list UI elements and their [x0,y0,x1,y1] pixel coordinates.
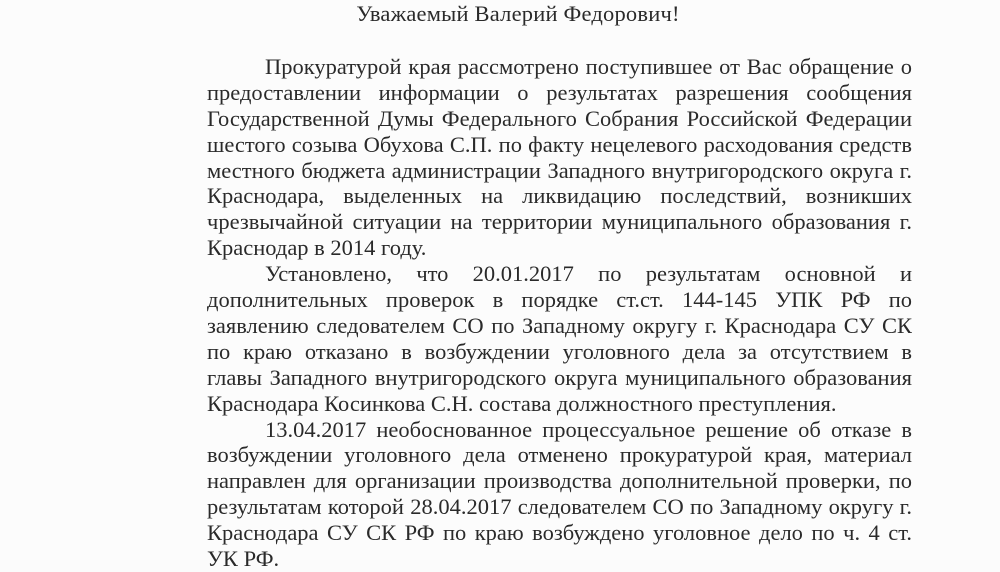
text-line: результатам которой 28.04.2017 следователем СО по Западному округу г. [207,494,912,520]
text-line: 13.04.2017 необоснованное процессуальное решение об отказе в [265,416,912,442]
letter-body [149,54,912,572]
text-line: дополнительных проверок в порядке ст.ст. 144-145 УПК РФ по [207,287,912,313]
text-line: Прокуратурой края рассмотрено поступившее от Вас обращение о [265,54,912,79]
text-line: Государственной Думы Федерального Собрания Российской Федерации [207,105,912,131]
salutation: Уважаемый Валерий Федорович! [356,1,680,26]
text-line: предоставлении информации о результатах разрешения сообщения [207,79,912,105]
paragraph-1 [149,54,912,261]
text-line: заявлению следователем СО по Западному округу г. Краснодара СУ СК [207,312,912,338]
paragraph-3 [149,417,912,572]
text-line: УК РФ. [207,545,280,571]
text-line: местного бюджета администрации Западного внутригородского округа г. [207,157,912,183]
text-line: главы Западного внутригородского округа муниципального образования [207,364,912,390]
text-line: направлен для организации производства дополнительной проверки, по [207,468,912,494]
text-line: Краснодара, выделенных на ликвидацию последствий, возникших [207,183,912,209]
text-line: возбуждении уголовного дела отменено прокуратурой края, материал [207,442,912,468]
paragraph-2 [149,261,912,416]
text-line: Установлено, что 20.01.2017 по результатам основной и [265,261,912,287]
text-line: Краснодара Косинкова С.Н. состава должностного преступления. [207,390,837,416]
text-line: по краю отказано в возбуждении уголовного дела за отсутствием в [207,338,912,364]
text-line: Краснодара СУ СК РФ по краю возбуждено уголовное дело по ч. 4 ст. [207,520,912,546]
text-line: Краснодар в 2014 году. [207,235,427,261]
text-line: шестого созыва Обухова С.П. по факту нецелевого расходования средств [207,131,912,157]
text-line: чрезвычайной ситуации на территории муниципального образования г. [207,209,912,235]
